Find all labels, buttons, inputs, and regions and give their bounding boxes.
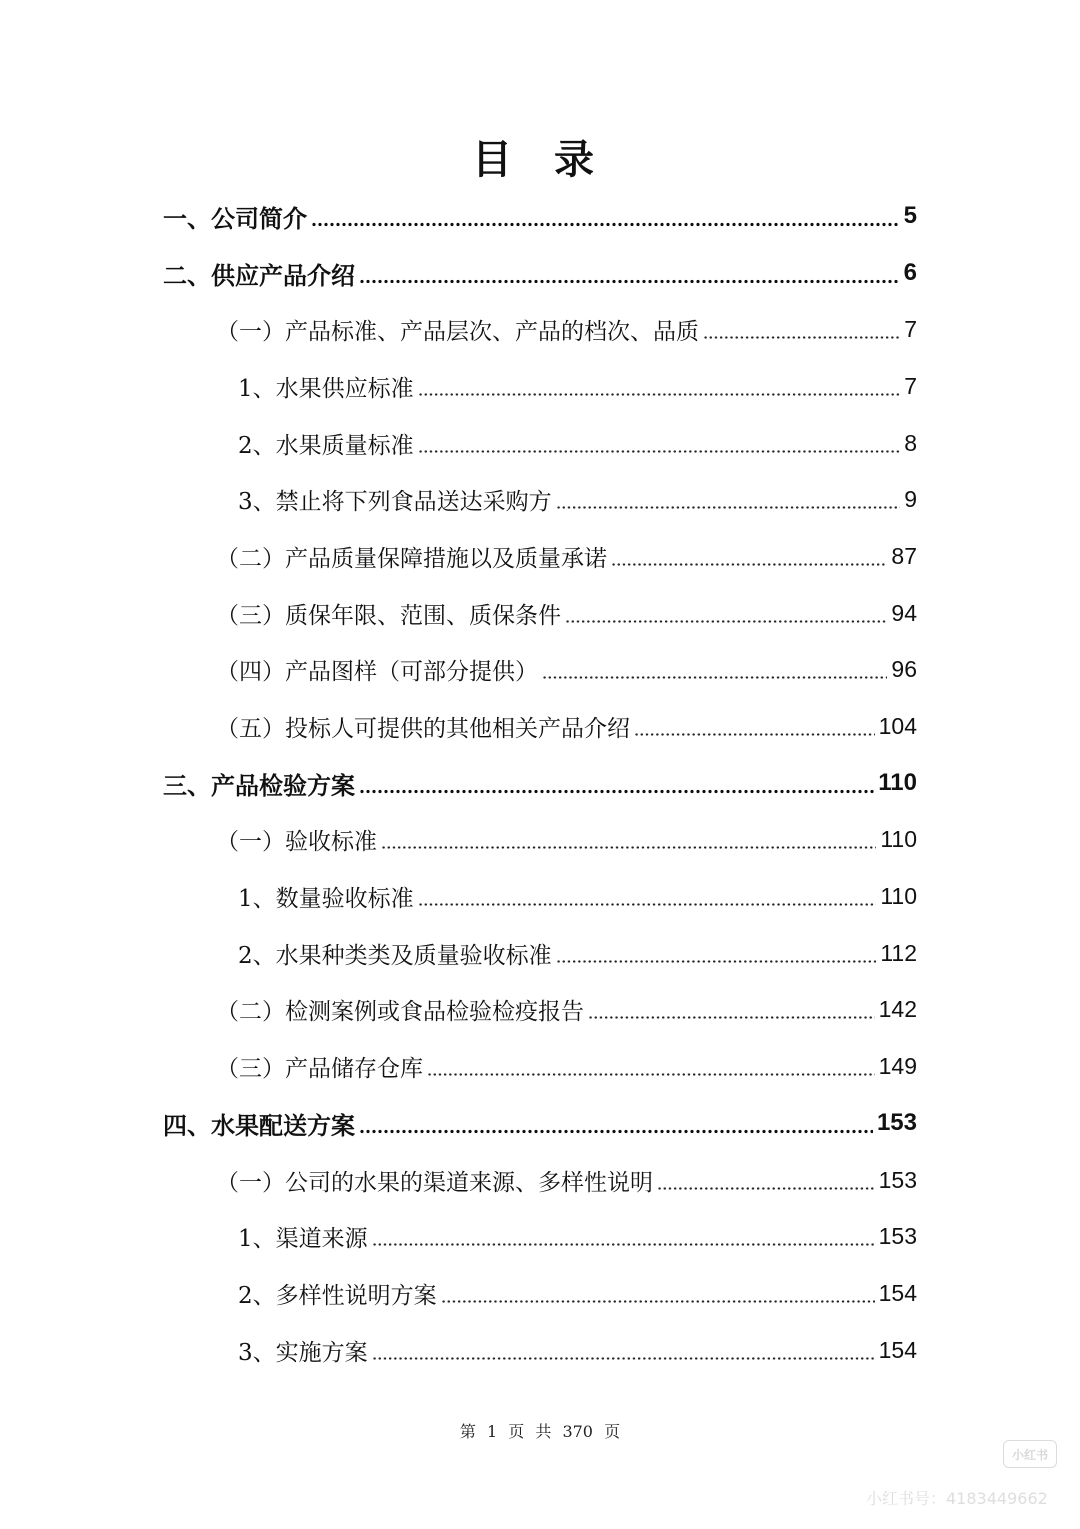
- toc-dot-leader: [657, 1183, 875, 1193]
- toc-entry-page-number: 94: [891, 599, 917, 626]
- toc-entry-label: （二）检测案例或食品检验检疫报告: [216, 999, 584, 1026]
- toc-entry[interactable]: [0, 698, 1080, 755]
- toc-entry[interactable]: [0, 642, 1080, 699]
- toc-entry-page-number: 110: [878, 769, 917, 797]
- toc-entry[interactable]: [0, 471, 1080, 528]
- toc-entry-page-number: 104: [878, 713, 917, 740]
- toc-dot-leader: [359, 276, 900, 286]
- toc-entry[interactable]: [0, 245, 1080, 302]
- page-title: 目 录: [472, 137, 608, 183]
- toc-entry-page-number: 96: [891, 656, 917, 683]
- toc-entry[interactable]: [0, 925, 1080, 982]
- toc-dot-leader: [372, 1240, 875, 1250]
- toc-entry-label: 一、公司简介: [163, 204, 307, 233]
- toc-entry-label: （四）产品图样（可部分提供）: [216, 659, 538, 686]
- toc-entry-label: 1、水果供应标准: [238, 375, 414, 402]
- toc-entry-page-number: 153: [878, 1166, 917, 1193]
- toc-dot-leader: [381, 843, 876, 853]
- toc-entry-page-number: 8: [904, 429, 917, 456]
- toc-dot-leader: [634, 730, 875, 740]
- toc-entry[interactable]: [0, 358, 1080, 415]
- toc-entry[interactable]: [0, 1265, 1080, 1322]
- toc-entry-label: 2、水果质量标准: [238, 432, 414, 459]
- toc-entry-page-number: 87: [891, 542, 917, 569]
- toc-entry-label: 三、产品检验方案: [163, 771, 355, 800]
- toc-entry-page-number: 6: [903, 259, 917, 287]
- toc-dot-leader: [427, 1070, 875, 1080]
- toc-entry[interactable]: [0, 301, 1080, 358]
- toc-dot-leader: [359, 786, 874, 796]
- toc-entry-page-number: 153: [878, 1223, 917, 1250]
- toc-dot-leader: [565, 616, 887, 626]
- toc-entry-label: 1、渠道来源: [238, 1226, 368, 1253]
- toc-dot-leader: [311, 219, 900, 229]
- toc-entry-label: （一）产品标准、产品层次、产品的档次、品质: [216, 319, 699, 346]
- toc-dot-leader: [588, 1013, 875, 1023]
- toc-dot-leader: [556, 503, 901, 513]
- toc-entry[interactable]: [0, 585, 1080, 642]
- toc-entry-label: （三）产品储存仓库: [216, 1056, 423, 1083]
- toc-entry-page-number: 154: [878, 1336, 917, 1363]
- toc-entry[interactable]: [0, 982, 1080, 1039]
- toc-entry-label: 1、数量验收标准: [238, 886, 414, 913]
- toc-entry-label: （五）投标人可提供的其他相关产品介绍: [216, 716, 630, 743]
- toc-dot-leader: [556, 956, 877, 966]
- toc-dot-leader: [441, 1296, 875, 1306]
- toc-entry-page-number: 149: [878, 1053, 917, 1080]
- watermark-id: 小红书号：4183449662: [866, 1489, 1048, 1508]
- toc-entry[interactable]: [0, 1152, 1080, 1209]
- toc-entry-page-number: 9: [904, 486, 917, 513]
- toc-entry-page-number: 153: [876, 1109, 917, 1137]
- toc-dot-leader: [372, 1353, 875, 1363]
- toc-entry-label: 3、实施方案: [238, 1339, 368, 1366]
- toc-entry-label: （一）验收标准: [216, 829, 377, 856]
- watermark-logo: 小红书: [1003, 1440, 1057, 1468]
- toc-entry[interactable]: [0, 1038, 1080, 1095]
- toc-entry-label: 2、水果种类类及质量验收标准: [238, 942, 552, 969]
- toc-entry-label: （二）产品质量保障措施以及质量承诺: [216, 545, 607, 572]
- toc-entry[interactable]: [0, 415, 1080, 472]
- page-footer: 第 1 页 共 370 页: [459, 1422, 621, 1441]
- table-of-contents: [0, 188, 1080, 1378]
- toc-entry-page-number: 7: [904, 372, 917, 399]
- toc-dot-leader: [611, 559, 887, 569]
- toc-entry-page-number: 110: [880, 826, 917, 853]
- toc-dot-leader: [418, 389, 901, 399]
- toc-entry-label: （一）公司的水果的渠道来源、多样性说明: [216, 1169, 653, 1196]
- toc-entry-page-number: 112: [880, 939, 917, 966]
- toc-entry-page-number: 5: [903, 202, 917, 230]
- toc-dot-leader: [542, 673, 887, 683]
- toc-entry-page-number: 7: [904, 316, 917, 343]
- toc-dot-leader: [703, 333, 900, 343]
- toc-entry[interactable]: [0, 1095, 1080, 1152]
- toc-entry-page-number: 110: [880, 883, 917, 910]
- toc-entry[interactable]: [0, 1322, 1080, 1379]
- toc-dot-leader: [418, 446, 901, 456]
- toc-entry-label: 3、禁止将下列食品送达采购方: [238, 489, 552, 516]
- toc-dot-leader: [359, 1126, 873, 1136]
- toc-entry-label: 2、多样性说明方案: [238, 1282, 437, 1309]
- toc-entry-label: 二、供应产品介绍: [163, 261, 355, 290]
- toc-entry-label: 四、水果配送方案: [163, 1111, 355, 1140]
- toc-entry[interactable]: [0, 868, 1080, 925]
- toc-entry-label: （三）质保年限、范围、质保条件: [216, 602, 561, 629]
- toc-entry[interactable]: [0, 812, 1080, 869]
- toc-dot-leader: [418, 900, 877, 910]
- toc-entry[interactable]: [0, 188, 1080, 245]
- toc-entry[interactable]: [0, 1208, 1080, 1265]
- toc-entry[interactable]: [0, 528, 1080, 585]
- toc-entry-page-number: 154: [878, 1279, 917, 1306]
- toc-entry[interactable]: [0, 755, 1080, 812]
- toc-entry-page-number: 142: [878, 996, 917, 1023]
